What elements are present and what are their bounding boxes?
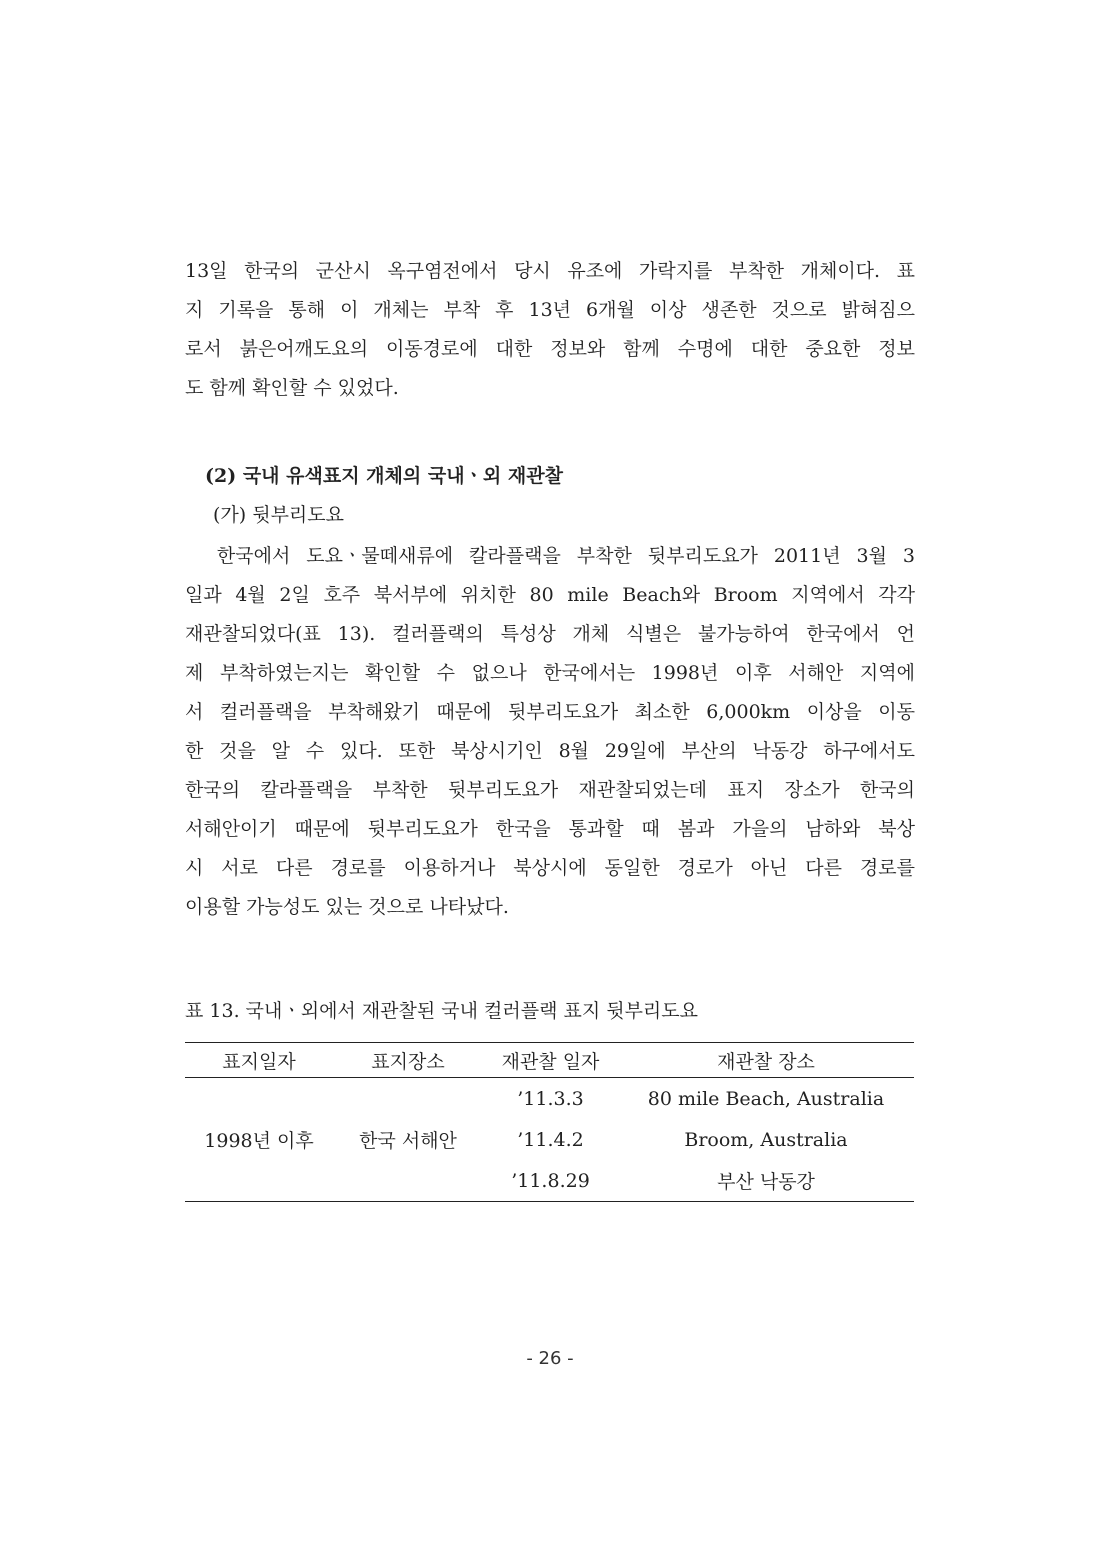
text-line: 한 것을 알 수 있다. 또한 북상시기인 8월 29일에 부산의 낙동강 하구에서도 bbox=[185, 740, 915, 762]
section-heading: (2) 국내 유색표지 개체의 국내ㆍ외 재관찰 bbox=[205, 465, 563, 487]
cell-resight-place: 부산 낙동강 bbox=[717, 1171, 815, 1193]
header-banding-place: 표지장소 bbox=[371, 1050, 445, 1073]
text-line: 서 컬러플랙을 부착해왔기 때문에 뒷부리도요가 최소한 6,000km 이상을 이동 bbox=[185, 701, 915, 723]
table-header-row bbox=[185, 1043, 914, 1078]
cell-resight-date: ’11.3.3 bbox=[517, 1087, 584, 1110]
text-line: 재관찰되었다(표 13). 컬러플랙의 특성상 개체 식별은 불가능하여 한국에서 언 bbox=[185, 623, 915, 645]
text-line: 도 함께 확인할 수 있었다. bbox=[185, 377, 399, 399]
table-caption: 표 13. 국내ㆍ외에서 재관찰된 국내 컬러플랙 표지 뒷부리도요 bbox=[185, 1000, 698, 1022]
table-row bbox=[185, 1078, 914, 1120]
header-resight-date: 재관찰 일자 bbox=[501, 1050, 600, 1073]
text-line: 한국에서 도요ㆍ물떼새류에 칼라플랙을 부착한 뒷부리도요가 2011년 3월 3 bbox=[185, 545, 915, 567]
text-line: 시 서로 다른 경로를 이용하거나 북상시에 동일한 경로가 아닌 다른 경로를 bbox=[185, 857, 915, 879]
text-line: 13일 한국의 군산시 옥구염전에서 당시 유조에 가락지를 부착한 개체이다. 표 bbox=[185, 260, 915, 282]
sub-heading: (가) 뒷부리도요 bbox=[213, 504, 344, 526]
resighting-table bbox=[185, 1042, 914, 1202]
text-line: 지 기록을 통해 이 개체는 부착 후 13년 6개월 이상 생존한 것으로 밝혀짐으 bbox=[185, 299, 915, 321]
page-number: - 26 - bbox=[526, 1348, 574, 1369]
paragraph-intro bbox=[185, 252, 915, 408]
cell-resight-place: Broom, Australia bbox=[684, 1128, 848, 1151]
cell-resight-date: ’11.8.29 bbox=[511, 1169, 590, 1192]
text-line: 로서 붉은어깨도요의 이동경로에 대한 정보와 함께 수명에 대한 중요한 정보 bbox=[185, 338, 915, 360]
paragraph-body bbox=[185, 537, 915, 927]
text-line: 이용할 가능성도 있는 것으로 나타났다. bbox=[185, 896, 509, 918]
cell-resight-place: 80 mile Beach, Australia bbox=[647, 1087, 885, 1110]
cell-banding-place: 한국 서해안 bbox=[359, 1130, 457, 1152]
cell-banding-date: 1998년 이후 bbox=[204, 1130, 314, 1152]
text-line: 제 부착하였는지는 확인할 수 없으나 한국에서는 1998년 이후 서해안 지역에 bbox=[185, 662, 915, 684]
text-line: 서해안이기 때문에 뒷부리도요가 한국을 통과할 때 봄과 가을의 남하와 북상 bbox=[185, 818, 915, 840]
header-resight-place: 재관찰 장소 bbox=[717, 1050, 815, 1073]
text-line: 한국의 칼라플랙을 부착한 뒷부리도요가 재관찰되었는데 표지 장소가 한국의 bbox=[185, 779, 915, 801]
text-line: 일과 4월 2일 호주 북서부에 위치한 80 mile Beach와 Broom 지역에서 각각 bbox=[185, 584, 915, 606]
header-banding-date: 표지일자 bbox=[222, 1050, 296, 1073]
cell-resight-date: ’11.4.2 bbox=[517, 1128, 584, 1151]
